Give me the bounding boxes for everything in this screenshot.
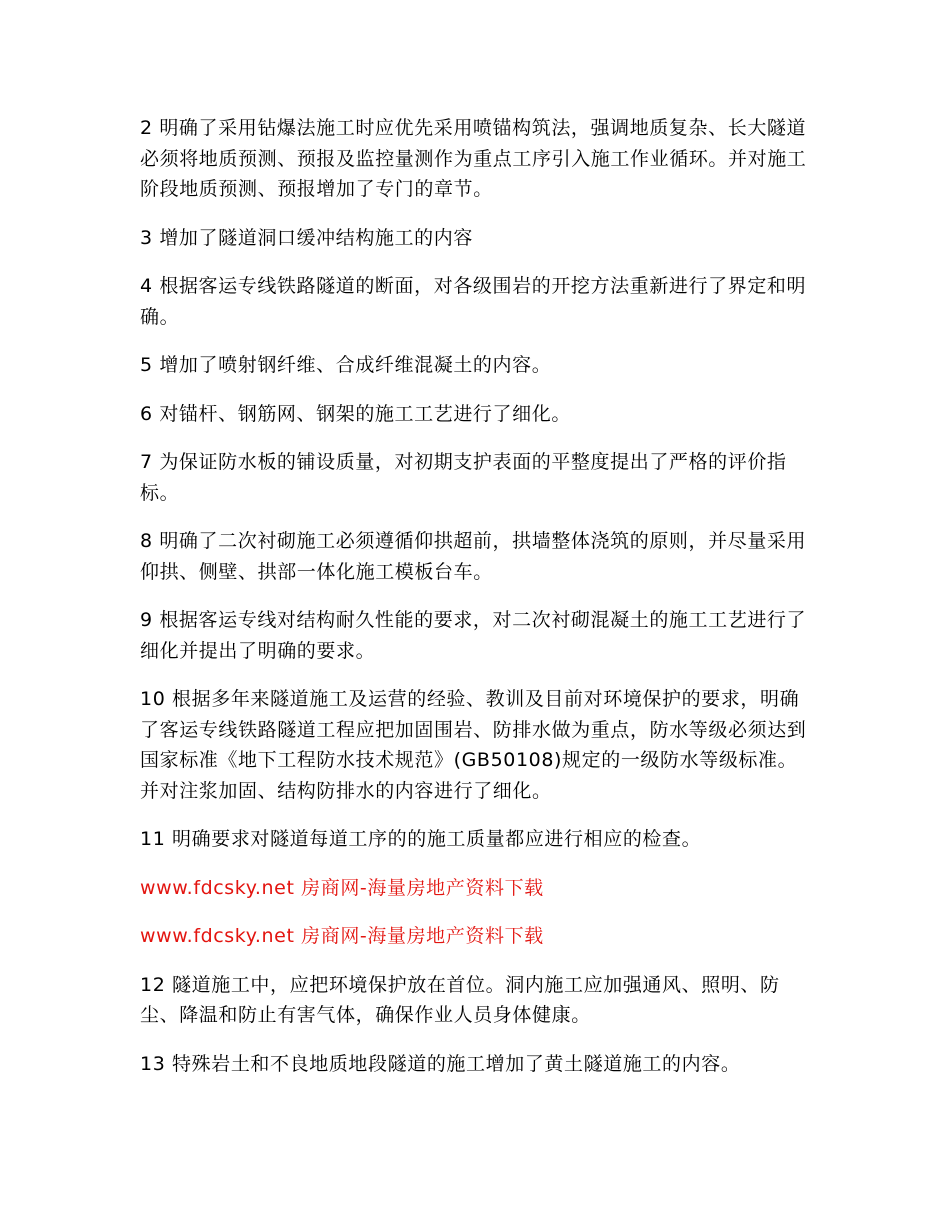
paragraph-item-8: 8 明确了二次衬砌施工必须遵循仰拱超前，拱墙整体浇筑的原则，并尽量采用仰拱、侧壁、拱部一体化施工模板台车。 <box>140 530 807 583</box>
document-page <box>140 113 814 1097</box>
paragraph-item-2: 2 明确了采用钻爆法施工时应优先采用喷锚构筑法，强调地质复杂、长大隧道必须将地质预测、预报及监控量测作为重点工序引入施工作业循环。并对施工阶段地质预测、预报增加了专门的章节。 <box>140 117 807 200</box>
paragraph-item-4: 4 根据客运专线铁路隧道的断面，对各级围岩的开挖方法重新进行了界定和明确。 <box>140 275 807 328</box>
paragraph-item-7: 7 为保证防水板的铺设质量，对初期支护表面的平整度提出了严格的评价指标。 <box>140 451 787 504</box>
paragraph-item-13: 13 特殊岩土和不良地质地段隧道的施工增加了黄土隧道施工的内容。 <box>140 1052 741 1075</box>
watermark-line: www.fdcsky.net 房商网-海量房地产资料下载 <box>140 876 544 899</box>
paragraph-item-12: 12 隧道施工中，应把环境保护放在首位。洞内施工应加强通风、照明、防尘、降温和防止有害气体，确保作业人员身体健康。 <box>140 973 780 1026</box>
paragraph-item-10: 10 根据多年来隧道施工及运营的经验、教训及目前对环境保护的要求，明确了客运专线铁路隧道工程应把加固围岩、防排水做为重点，防水等级必须达到国家标准《地下工程防水技术规范》(GB50108)规定的一级防水等级标准。并对注浆加固、结构防排水的内容进行了细化。 <box>140 688 807 802</box>
watermark-line: www.fdcsky.net 房商网-海量房地产资料下载 <box>140 925 544 947</box>
paragraph-item-5: 5 增加了喷射钢纤维、合成纤维混凝土的内容。 <box>140 354 552 376</box>
paragraph-item-6: 6 对锚杆、钢筋网、钢架的施工工艺进行了细化。 <box>140 402 571 425</box>
paragraph-item-11: 11 明确要求对隧道每道工序的的施工质量都应进行相应的检查。 <box>140 828 702 850</box>
paragraph-item-3: 3 增加了隧道洞口缓冲结构施工的内容 <box>140 226 473 249</box>
paragraph-item-9: 9 根据客运专线对结构耐久性能的要求，对二次衬砌混凝土的施工工艺进行了细化并提出了明确的要求。 <box>140 609 807 662</box>
